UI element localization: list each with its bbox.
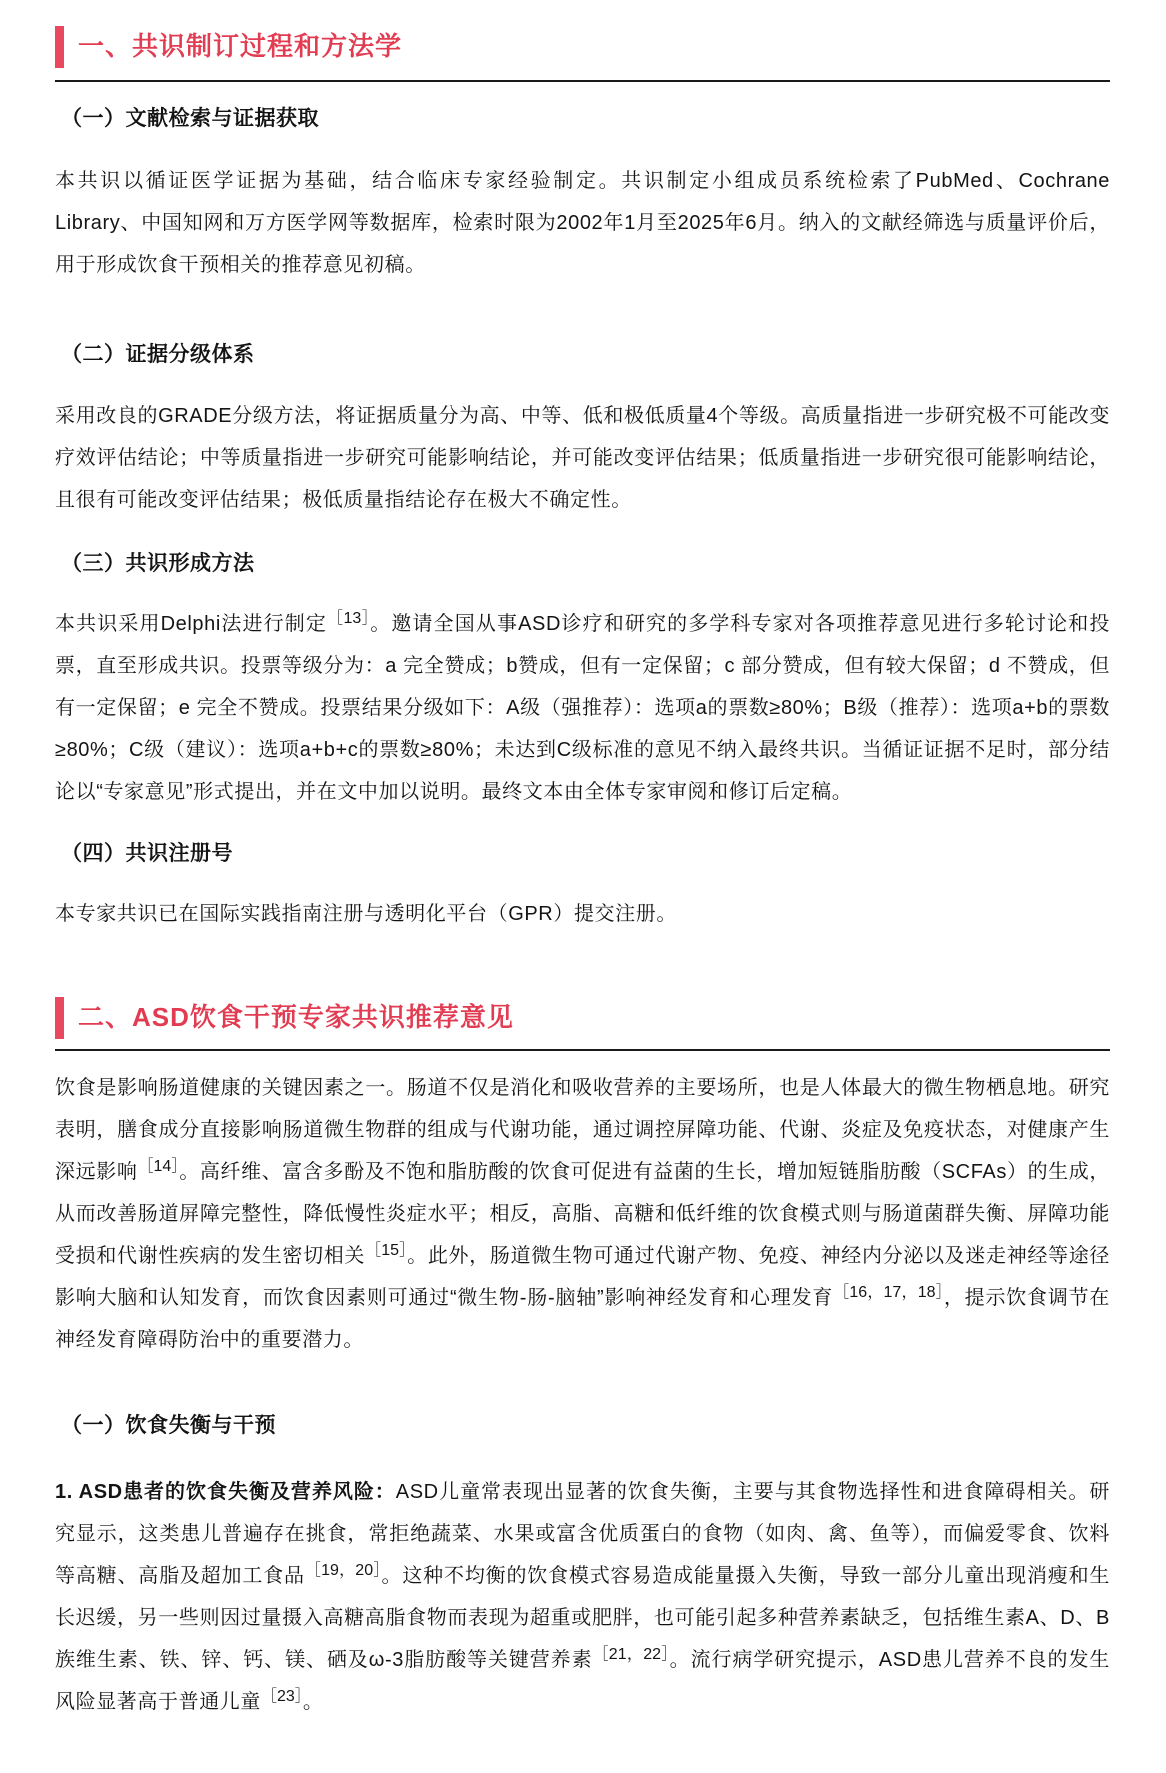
- body-text: 本专家共识已在国际实践指南注册与透明化平台（GPR）提交注册。: [55, 903, 677, 925]
- paragraph-literature-search: [55, 160, 1110, 286]
- subsection-heading-diet-imbalance: （一）饮食失衡与干预: [61, 1414, 276, 1437]
- section-2-title: 二、ASD饮食干预专家共识推荐意见: [78, 1002, 514, 1033]
- section-1-header: [55, 26, 1110, 68]
- citation-marker: ［21，22］: [592, 1646, 670, 1664]
- body-text: 。这种不均衡的饮食模式容易造成能量摄入失衡，导致一部分儿童出现消瘦和生长迟缓，另一些则因过量摄入高糖高脂食物而表现为超重或肥胖，也可能引起多种营养素缺乏，包括维生素A、D、B族维生素、铁、锌、钙、镁、硒及ω-3脂肪酸等关键营养素: [55, 1565, 1111, 1672]
- section-methodology: [55, 26, 1110, 935]
- subsection-heading-consensus-method: （三）共识形成方法: [61, 551, 255, 575]
- citation-marker: ［13］: [326, 609, 371, 627]
- paragraph-diet-gut-intro: [55, 1067, 1110, 1361]
- section-2-header: [55, 997, 1110, 1039]
- citation-marker: ［19，20］: [304, 1562, 382, 1580]
- section-recommendations: [55, 997, 1110, 1723]
- body-text: 。高纤维、富含多酚及不饱和脂肪酸的饮食可促进有益菌的生长，增加短链脂肪酸（SCFAs）的生成，从而改善肠道屏障完整性，降低慢性炎症水平；相反，高脂、高糖和低纤维的饮食模式则与肠道菌群失衡、屏障功能受损和代谢性疾病的发生密切相关: [55, 1161, 1110, 1267]
- paragraph-evidence-grading: [55, 395, 1110, 521]
- section-divider-line: [55, 1049, 1110, 1051]
- citation-marker: ［16，17，18］: [833, 1284, 944, 1301]
- body-text: 本共识采用Delphi法进行制定: [55, 612, 327, 635]
- subsection-heading-registration: （四）共识注册号: [61, 841, 233, 865]
- body-text: 。: [302, 1691, 324, 1714]
- section-1-title: 一、共识制订过程和方法学: [78, 31, 403, 62]
- paragraph-asd-nutrition-risk: [55, 1471, 1110, 1723]
- section-divider-line: [55, 80, 1110, 82]
- body-text: ASD儿童常表现出显著的饮食失衡，主要与其食物选择性和进食障碍相关。研究显示，这类患儿普遍存在挑食，常拒绝蔬菜、水果或富含优质蛋白的食物（如肉、禽、鱼等），而偏爱零食、饮料等高糖、高脂及超加工食品: [55, 1481, 1111, 1588]
- citation-marker: ［15］: [365, 1242, 408, 1259]
- body-text: 。邀请全国从事ASD诊疗和研究的多学科专家对各项推荐意见进行多轮讨论和投票，直至形成共识。投票等级分为：a 完全赞成；b赞成，但有一定保留；c 部分赞成，但有较大保留；d 不赞成，但有一定保留；e 完全不赞成。投票结果分级如下：A级（强推荐）：选项a的票数≥80%；B级（推荐）：选项a+b的票数≥80%；C级（建议）：选项a+b+c的票数≥80%；未达到C级标准的意见不纳入最终共识。当循证证据不足时，部分结论以“专家意见”形式提出，并在文中加以说明。最终文本由全体专家审阅和修订后定稿。: [55, 612, 1110, 803]
- subsection-heading-literature-search: （一）文献检索与证据获取: [61, 107, 319, 130]
- citation-marker: ［23］: [261, 1688, 303, 1706]
- subsection-heading-evidence-grading: （二）证据分级体系: [61, 343, 255, 367]
- red-accent-bar: [55, 997, 64, 1039]
- citation-marker: ［14］: [137, 1158, 180, 1175]
- body-text: 。流行病学研究提示，ASD患儿营养不良的发生风险显著高于普通儿童: [55, 1649, 1110, 1714]
- paragraph-registration: [55, 893, 1110, 935]
- body-text: 本共识以循证医学证据为基础，结合临床专家经验制定。共识制定小组成员系统检索了PubMed、Cochrane Library、中国知网和万方医学网等数据库，检索时限为2002年1月至2025年6月。纳入的文献经筛选与质量评价后，用于形成饮食干预相关的推荐意见初稿。: [55, 170, 1110, 277]
- body-text: 饮食是影响肠道健康的关键因素之一。肠道不仅是消化和吸收营养的主要场所，也是人体最大的微生物栖息地。研究表明，膳食成分直接影响肠道微生物群的组成与代谢功能，通过调控屏障功能、代谢、炎症及免疫状态，对健康产生深远影响: [55, 1077, 1110, 1183]
- red-accent-bar: [55, 26, 64, 68]
- paragraph-consensus-method: [55, 603, 1110, 813]
- body-text: ，提示饮食调节在神经发育障碍防治中的重要潜力。: [55, 1287, 1110, 1351]
- bold-lead-text: 1. ASD患者的饮食失衡及营养风险：: [55, 1481, 396, 1504]
- body-text: 采用改良的GRADE分级方法，将证据质量分为高、中等、低和极低质量4个等级。高质量指进一步研究极不可能改变疗效评估结论；中等质量指进一步研究可能影响结论，并可能改变评估结果；低质量指进一步研究很可能影响结论，且很有可能改变评估结果；极低质量指结论存在极大不确定性。: [55, 404, 1110, 511]
- body-text: 。此外，肠道微生物可通过代谢产物、免疫、神经内分泌以及迷走神经等途径影响大脑和认知发育，而饮食因素则可通过“微生物-肠-脑轴”影响神经发育和心理发育: [55, 1245, 1111, 1309]
